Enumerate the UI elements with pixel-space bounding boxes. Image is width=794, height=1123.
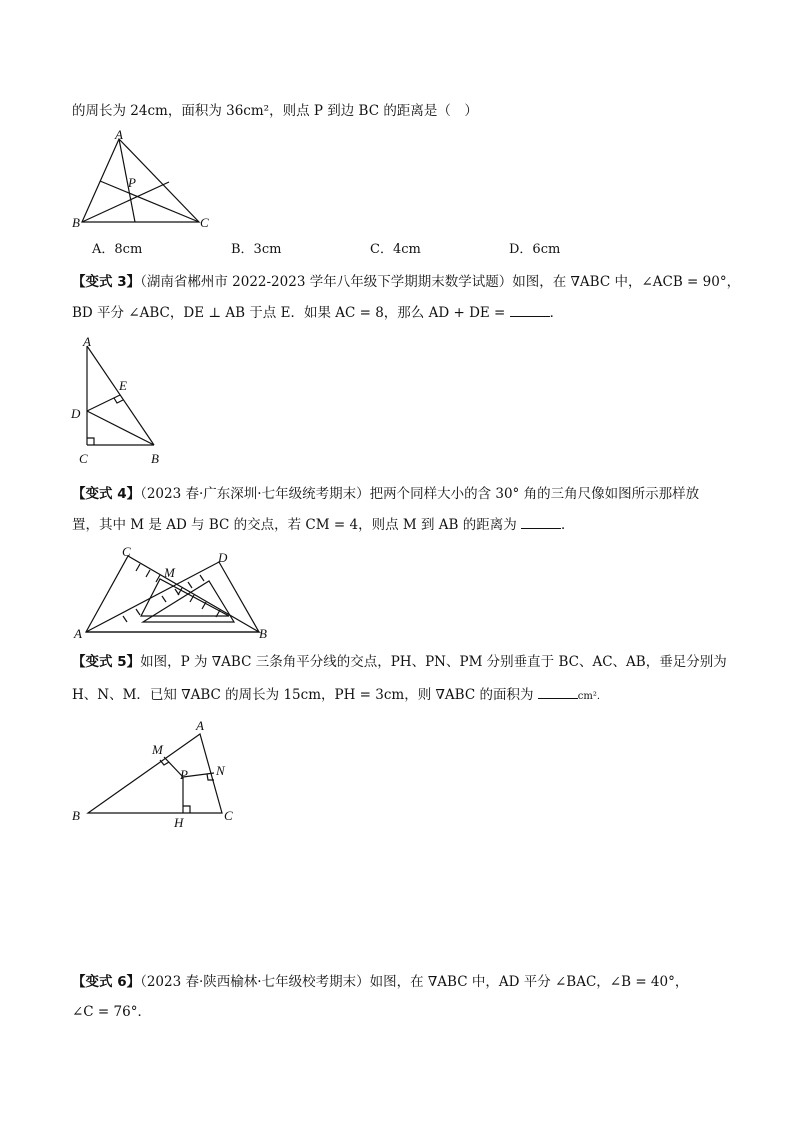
label-p: P [180, 767, 188, 782]
v6-line1 [72, 972, 688, 992]
segment-de [87, 395, 120, 411]
answer-blank[interactable] [538, 684, 578, 699]
label-c: C [79, 451, 88, 466]
bisector-c [100, 181, 199, 222]
right-angle-e [114, 398, 123, 403]
option-d[interactable]: D．6cm [509, 242, 561, 257]
label-d: D [218, 550, 228, 565]
v3-line1 [72, 272, 740, 292]
label-n: N [216, 763, 225, 778]
option-c[interactable]: C．4cm [370, 242, 421, 257]
label-c: C [200, 215, 209, 230]
label-b: B [259, 626, 267, 641]
v3-figure [70, 332, 180, 467]
v4-line1 [72, 484, 699, 504]
label-c: C [122, 544, 131, 559]
v5-line1 [72, 652, 727, 672]
label-b: B [151, 451, 159, 466]
label-c: C [224, 808, 233, 823]
v4-tag: 【变式 4】 [72, 486, 141, 502]
v3-tag: 【变式 3】 [72, 274, 141, 290]
label-b: B [72, 215, 80, 230]
segment-bd [87, 411, 154, 445]
label-m: M [152, 742, 163, 757]
v6-tag: 【变式 6】 [72, 974, 141, 990]
label-m: M [164, 565, 175, 580]
side-ab [87, 346, 154, 445]
v5-figure [70, 712, 245, 832]
q2-options [92, 238, 648, 257]
v4-text1: （2023 春·广东深圳·七年级统考期末）把两个同样大小的含 30° 角的三角尺像如图所示那样放 [140, 486, 700, 502]
right-angle-h [183, 806, 190, 813]
label-p: P [128, 175, 136, 190]
answer-blank[interactable] [510, 302, 550, 317]
v5-tag: 【变式 5】 [72, 654, 141, 670]
label-d: D [71, 406, 81, 421]
v4-figure [70, 542, 280, 642]
option-b[interactable]: B．3cm [231, 242, 282, 257]
label-e: E [119, 378, 127, 393]
v5-text2: H、N、M．已知 ∇ABC 的周长为 15cm，PH = 3cm，则 ∇ABC 的面积为 [72, 687, 534, 703]
v4-line2: 置，其中 M 是 AD 与 BC 的交点，若 CM = 4，则点 M 到 AB 的距离为 ． [72, 514, 575, 535]
v3-text1: （湖南省郴州市 2022-2023 学年八年级下学期期末数学试题）如图，在 ∇ABC 中，∠ACB = 90°， [140, 274, 741, 290]
q2-figure [70, 128, 220, 233]
label-a: A [83, 334, 91, 349]
label-b: B [72, 808, 80, 823]
label-h: H [174, 815, 184, 830]
label-a: A [196, 718, 204, 733]
v6-line2: ∠C = 76°． [72, 1004, 151, 1020]
option-a[interactable]: A．8cm [92, 242, 143, 257]
label-a: A [115, 127, 123, 142]
v4-text2: 置，其中 M 是 AD 与 BC 的交点，若 CM = 4，则点 M 到 AB 的距离为 [72, 517, 517, 533]
v5-line2: H、N、M．已知 ∇ABC 的周长为 15cm，PH = 3cm，则 ∇ABC 的面积为 cm²． [72, 684, 607, 707]
ruler-1-inner [141, 579, 229, 616]
answer-blank[interactable] [521, 514, 561, 529]
v6-text1: （2023 春·陕西榆林·七年级校考期末）如图，在 ∇ABC 中，AD 平分 ∠BAC，∠B = 40°， [140, 974, 689, 990]
right-angle-c [87, 438, 94, 445]
q2-text: 的周长为 24cm，面积为 36cm²，则点 P 到边 BC 的距离是（ ） [72, 103, 478, 119]
v5-text1: 如图，P 为 ∇ABC 三条角平分线的交点，PH、PN、PM 分别垂直于 BC、AC、AB，垂足分别为 [140, 654, 727, 670]
bisector-b [82, 182, 169, 222]
v3-line2: BD 平分 ∠ABC，DE ⊥ AB 于点 E．如果 AC = 8，那么 AD + DE = ． [72, 302, 563, 323]
v3-text2: BD 平分 ∠ABC，DE ⊥ AB 于点 E．如果 AC = 8，那么 AD + DE = [72, 305, 506, 321]
label-a: A [74, 626, 82, 641]
triangle-abc [82, 139, 199, 222]
